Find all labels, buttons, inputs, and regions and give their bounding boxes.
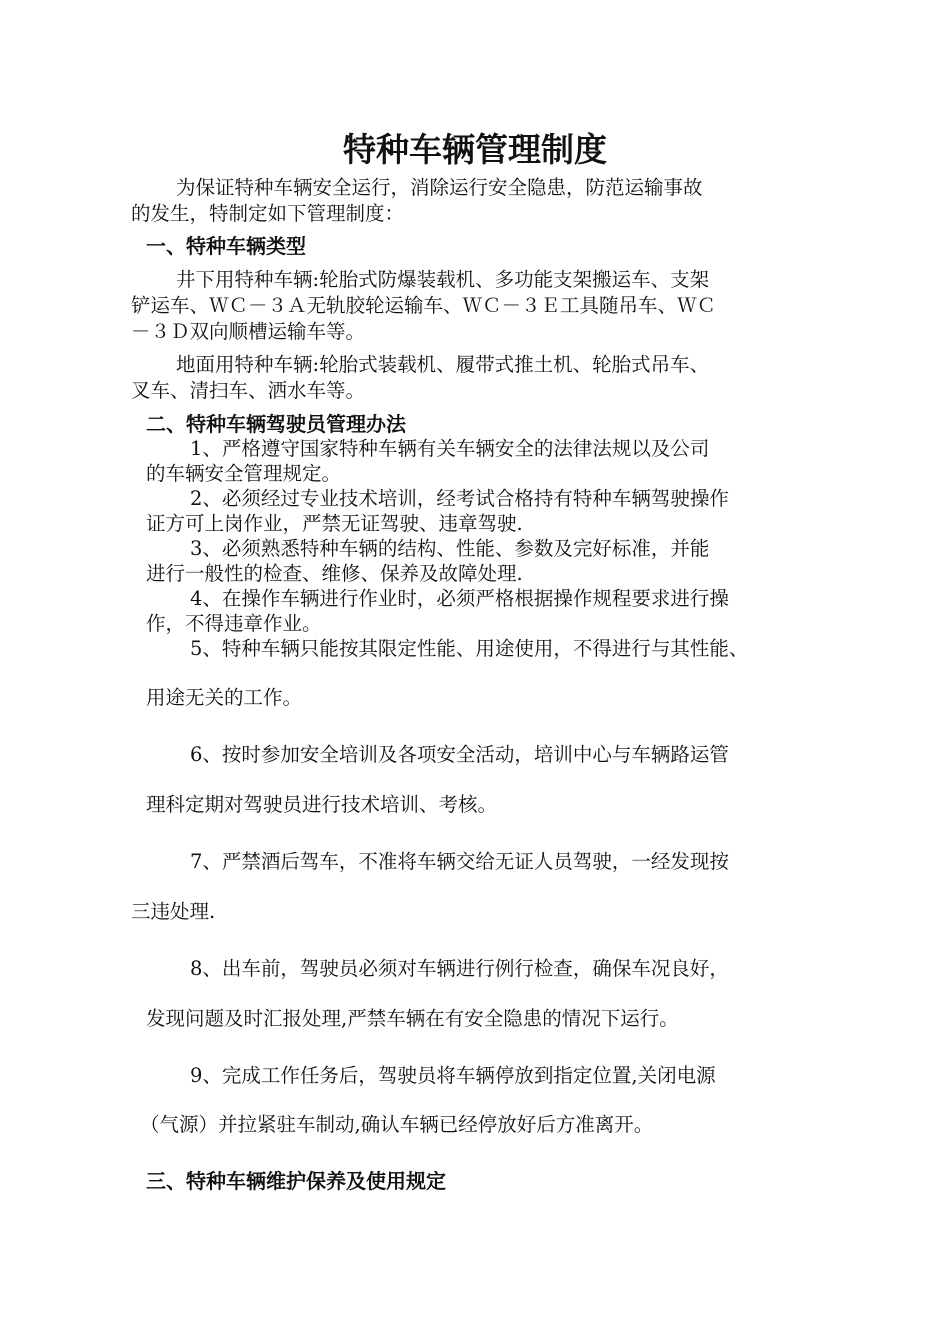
item-8-line-1: 8、出车前，驾驶员必须对车辆进行例行检查，确保车况良好， xyxy=(190,957,729,980)
section-heading-maintenance: 三、特种车辆维护保养及使用规定 xyxy=(146,1169,446,1193)
intro-line-2: 的发生，特制定如下管理制度： xyxy=(131,202,405,225)
item-4-line-2: 作，不得违章作业。 xyxy=(146,612,322,635)
underground-line-2: 铲运车、ＷＣ－３Ａ无轨胶轮运输车、ＷＣ－３Ｅ工具随吊车、ＷＣ xyxy=(131,294,717,317)
item-4-line-1: 4、在操作车辆进行作业时，必须严格根据操作规程要求进行操 xyxy=(190,587,729,610)
item-5-line-2: 用途无关的工作。 xyxy=(146,686,303,709)
item-9-line-1: 9、完成工作任务后，驾驶员将车辆停放到指定位置,关闭电源 xyxy=(190,1064,716,1087)
section-heading-driver-management: 二、特种车辆驾驶员管理办法 xyxy=(146,412,406,436)
item-2-line-2: 证方可上岗作业，严禁无证驾驶、违章驾驶. xyxy=(146,512,523,535)
item-9-line-2: （气源）并拉紧驻车制动,确认车辆已经停放好后方准离开。 xyxy=(140,1113,654,1136)
surface-line-1: 地面用特种车辆:轮胎式装载机、履带式推土机、轮胎式吊车、 xyxy=(176,353,710,376)
surface-line-2: 叉车、清扫车、洒水车等。 xyxy=(131,379,366,402)
underground-line-3: －３Ｄ双向顺槽运输车等。 xyxy=(131,320,366,343)
item-1-line-2: 的车辆安全管理规定。 xyxy=(146,462,342,485)
underground-line-1: 井下用特种车辆:轮胎式防爆装载机、多功能支架搬运车、支架 xyxy=(176,268,710,291)
item-8-line-2: 发现问题及时汇报处理,严禁车辆在有安全隐患的情况下运行。 xyxy=(146,1007,679,1030)
section-heading-vehicle-types: 一、特种车辆类型 xyxy=(146,234,306,258)
item-7-line-1: 7、严禁酒后驾车，不准将车辆交给无证人员驾驶，一经发现按 xyxy=(190,850,729,873)
item-3-line-1: 3、必须熟悉特种车辆的结构、性能、参数及完好标准，并能 xyxy=(190,537,710,560)
item-6-line-1: 6、按时参加安全培训及各项安全活动，培训中心与车辆路运管 xyxy=(190,743,729,766)
item-6-line-2: 理科定期对驾驶员进行技术培训、考核。 xyxy=(146,793,498,816)
intro-line-1: 为保证特种车辆安全运行，消除运行安全隐患，防范运输事故 xyxy=(176,176,703,199)
item-3-line-2: 进行一般性的检查、维修、保养及故障处理. xyxy=(146,562,523,585)
page-title: 特种车辆管理制度 xyxy=(343,130,607,169)
item-1-line-1: 1、严格遵守国家特种车辆有关车辆安全的法律法规以及公司 xyxy=(190,437,710,460)
item-5-line-1: 5、特种车辆只能按其限定性能、用途使用，不得进行与其性能、 xyxy=(190,637,749,660)
item-7-line-2: 三违处理. xyxy=(131,900,216,923)
item-2-line-1: 2、必须经过专业技术培训，经考试合格持有特种车辆驾驶操作 xyxy=(190,487,729,510)
